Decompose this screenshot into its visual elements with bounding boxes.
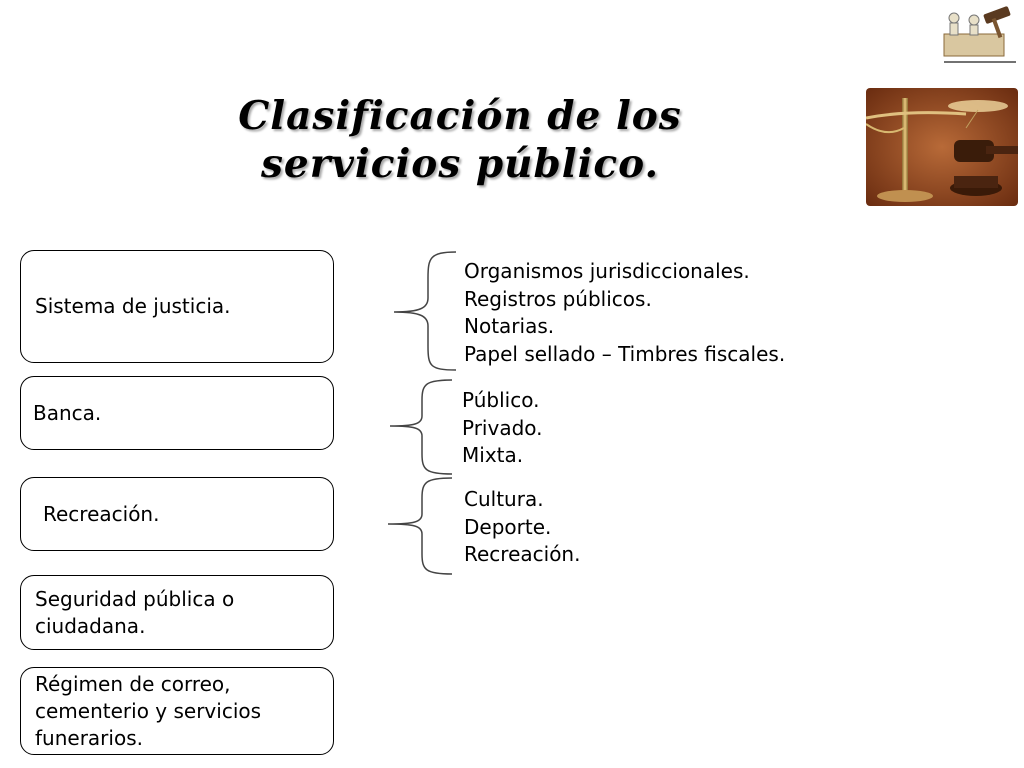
- category-box-sistema-justicia: [20, 250, 334, 363]
- group-list-recreacion: [464, 486, 580, 569]
- list-item: Registros públicos.: [464, 286, 652, 311]
- list-item: Papel sellado – Timbres fiscales.: [464, 341, 786, 366]
- list-item: Notarias.: [464, 314, 555, 338]
- page-title: [200, 92, 720, 188]
- category-label: Banca.: [33, 400, 102, 425]
- group-list-banca: [462, 387, 543, 470]
- list-item: Público.: [462, 388, 540, 412]
- category-label: Sistema de justicia.: [35, 294, 231, 318]
- category-box-seguridad: [20, 575, 334, 650]
- list-item: Mixta.: [462, 443, 524, 467]
- list-item: Cultura.: [464, 487, 544, 511]
- list-item: Deporte.: [464, 514, 552, 539]
- scales-gavel-photo: [866, 88, 1018, 206]
- curly-brace-icon: [390, 248, 460, 374]
- category-box-banca: [20, 376, 334, 450]
- category-box-recreacion: [20, 477, 334, 551]
- curly-brace-icon: [384, 474, 456, 578]
- list-item: Organismos jurisdiccionales.: [464, 259, 750, 283]
- category-label: Recreación.: [43, 501, 160, 526]
- category-label: Régimen de correo, cementerio y servicios funerarios.: [35, 671, 262, 750]
- category-box-regimen-correo: [20, 667, 334, 755]
- group-list-justicia: [464, 258, 785, 368]
- list-item: Recreación.: [464, 542, 581, 566]
- title-line-1: Clasificación de los: [238, 93, 682, 139]
- meeting-gavel-logo-icon: [940, 4, 1020, 64]
- category-label: Seguridad pública o ciudadana.: [35, 586, 235, 638]
- curly-brace-icon: [386, 376, 456, 478]
- list-item: Privado.: [462, 415, 543, 440]
- title-line-2: servicios público.: [260, 141, 660, 187]
